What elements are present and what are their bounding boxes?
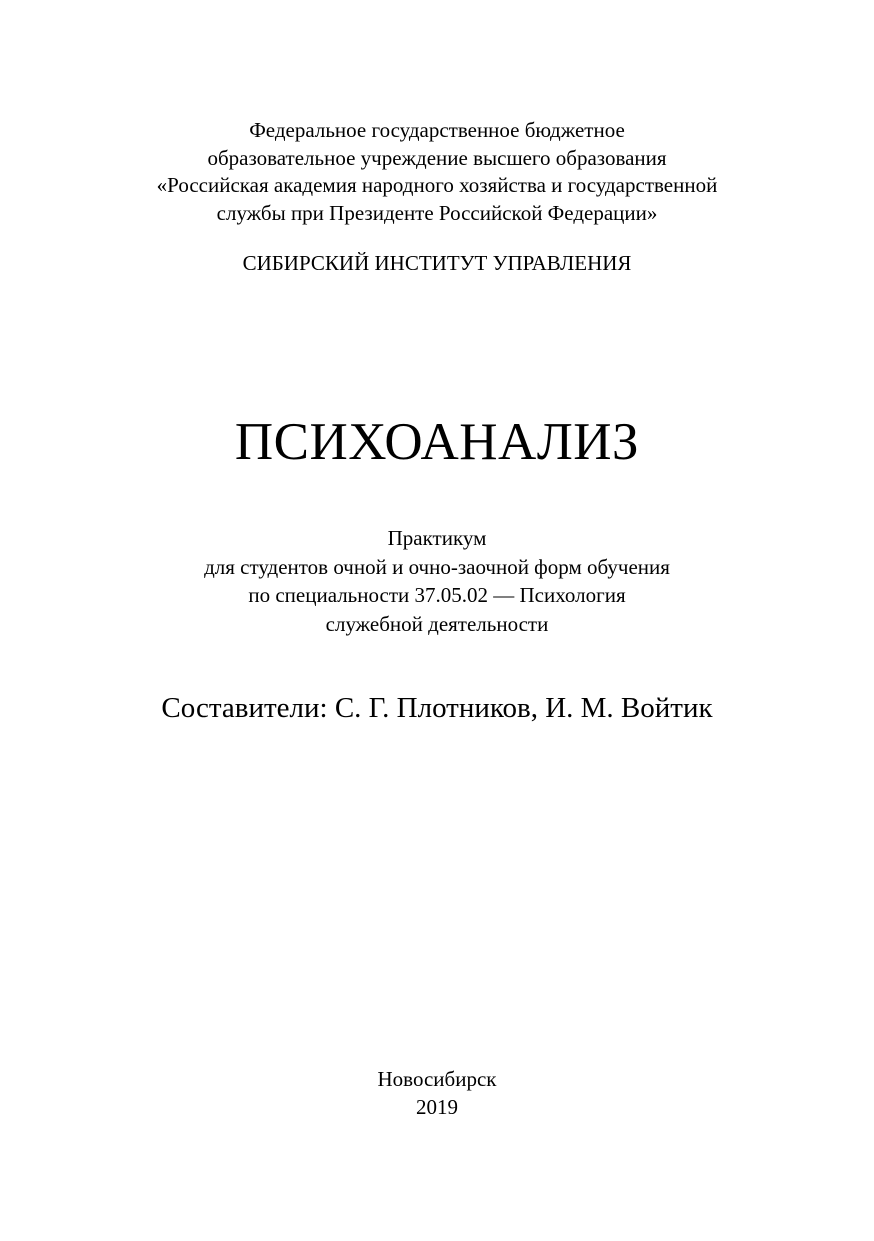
description-line: служебной деятельности bbox=[325, 611, 549, 636]
document-title bbox=[0, 410, 874, 474]
organization-line: образовательное учреждение высшего образования bbox=[207, 145, 667, 170]
description-line: по специальности 37.05.02 — Психология bbox=[248, 583, 626, 607]
organization-line: службы при Президенте Российской Федерации» bbox=[216, 200, 658, 225]
organization-line: «Российская академия народного хозяйства и государственной bbox=[156, 173, 718, 197]
title-text: ПСИХОАНАЛИЗ bbox=[234, 413, 640, 471]
document-description bbox=[0, 524, 874, 638]
authors-text: Составители: С. Г. Плотников, И. М. Войтик bbox=[161, 692, 713, 724]
imprint-year: 2019 bbox=[416, 1095, 458, 1119]
organization-header bbox=[0, 117, 874, 227]
description-line: Практикум bbox=[387, 526, 487, 550]
institute-label: СИБИРСКИЙ ИНСТИТУТ УПРАВЛЕНИЯ bbox=[242, 251, 632, 275]
authors-line bbox=[0, 689, 874, 727]
description-line: для студентов очной и очно-заочной форм обучения bbox=[204, 554, 670, 579]
institute-name bbox=[0, 248, 874, 278]
imprint-city: Новосибирск bbox=[377, 1067, 497, 1091]
organization-line: Федеральное государственное бюджетное bbox=[249, 118, 625, 142]
imprint bbox=[0, 1065, 874, 1121]
